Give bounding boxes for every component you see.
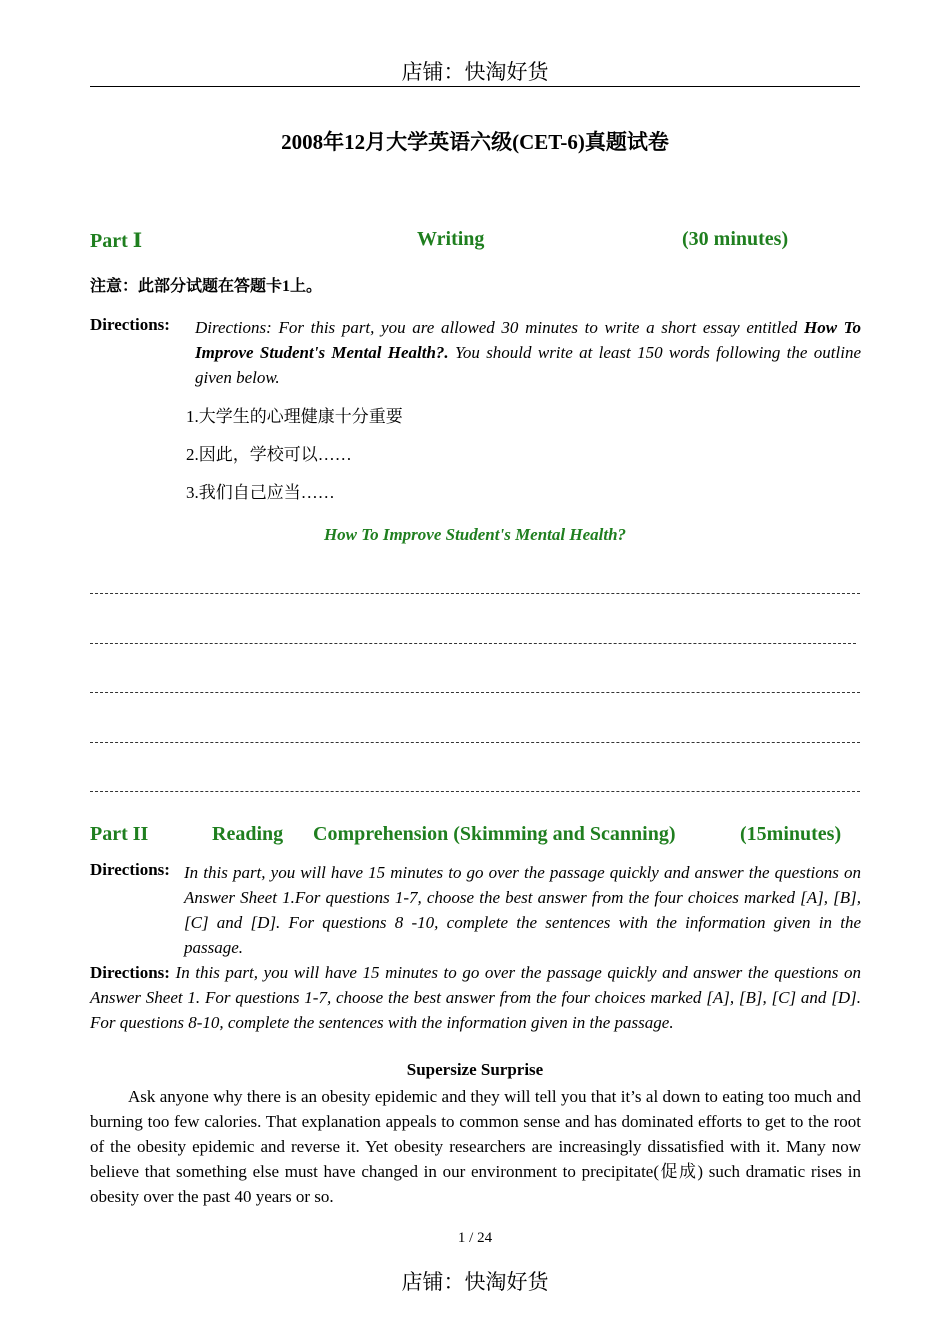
page-number: 1 / 24 xyxy=(457,1230,493,1246)
writing-line xyxy=(90,791,860,792)
part1-time: (30 minutes) xyxy=(682,228,789,250)
part2-name-reading: Reading xyxy=(212,823,284,845)
part1-note: 注意：此部分试题在答题卡1上。 xyxy=(90,278,323,295)
outline-item: 1.大学生的心理健康十分重要 xyxy=(186,407,403,426)
writing-line xyxy=(90,643,856,644)
part2-directions-label: Directions: xyxy=(90,860,170,879)
part1-name: Writing xyxy=(417,228,485,250)
part1-directions-label: Directions: xyxy=(90,315,170,334)
part2-label: Part II xyxy=(90,823,149,845)
part1-label: Part Ⅰ xyxy=(90,230,143,252)
outline-item: 3.我们自己应当…… xyxy=(186,483,335,502)
writing-line xyxy=(90,742,860,743)
part2-time: (15minutes) xyxy=(740,823,842,845)
part2-directions-text: In this part, you will have 15 minutes to go over the passage quickly and answer the questions on Answer Sheet 1.For questions 1-7, choose the best answer from the four choices marked [A], [B], [C] and [D]. For questions 8 -10, complete the sentences with the information given in the passage. xyxy=(184,863,861,957)
part2-directions-second-text: In this part, you will have 15 minutes to go over the passage quickly and answer the questions on Answer Sheet 1. For questions 1-7, choose the best answer from the four choices marked [A], [B], [C] and [D]. For questions 8-10, complete the sentences with the information given in the passage. xyxy=(90,963,862,1032)
writing-line xyxy=(90,692,860,693)
header-shop-name: 店铺：快淘好货 xyxy=(401,60,549,84)
writing-line xyxy=(90,593,860,594)
passage-title: Supersize Surprise xyxy=(406,1060,544,1079)
footer-shop-name: 店铺：快淘好货 xyxy=(401,1270,549,1294)
part2-directions-second-label: Directions: xyxy=(90,963,170,982)
part1-directions-essay-name: How To Improve Student's Mental Health?. xyxy=(195,318,862,362)
part2-name-comprehension: Comprehension (Skimming and Scanning) xyxy=(313,823,676,845)
part1-directions-post: You should write at least 150 words following the outline given below. xyxy=(195,343,861,387)
header-divider xyxy=(90,86,860,87)
passage-paragraph: Ask anyone why there is an obesity epidemic and they will tell you that it’s al down to eating too much and burning too few calories. That explanation appeals to common sense and has dominated efforts to get to the root of the obesity epidemic and reverse it. Yet obesity researchers are increasingly dissatisfied with it. Many now believe that something else must have changed in our environment to precipitate(促成) such dramatic rises in obesity over the past 40 years or so. xyxy=(90,1087,861,1206)
part1-directions-pre: Directions: For this part, you are allowed 30 minutes to write a short essay entitled xyxy=(195,318,804,337)
part1-directions-text xyxy=(195,315,861,390)
outline-item: 2.因此，学校可以…… xyxy=(186,445,352,464)
part2-directions-second xyxy=(90,960,861,1035)
document-title: 2008年12月大学英语六级(CET-6)真题试卷 xyxy=(281,130,669,154)
essay-title: How To Improve Student's Mental Health? xyxy=(323,525,627,544)
